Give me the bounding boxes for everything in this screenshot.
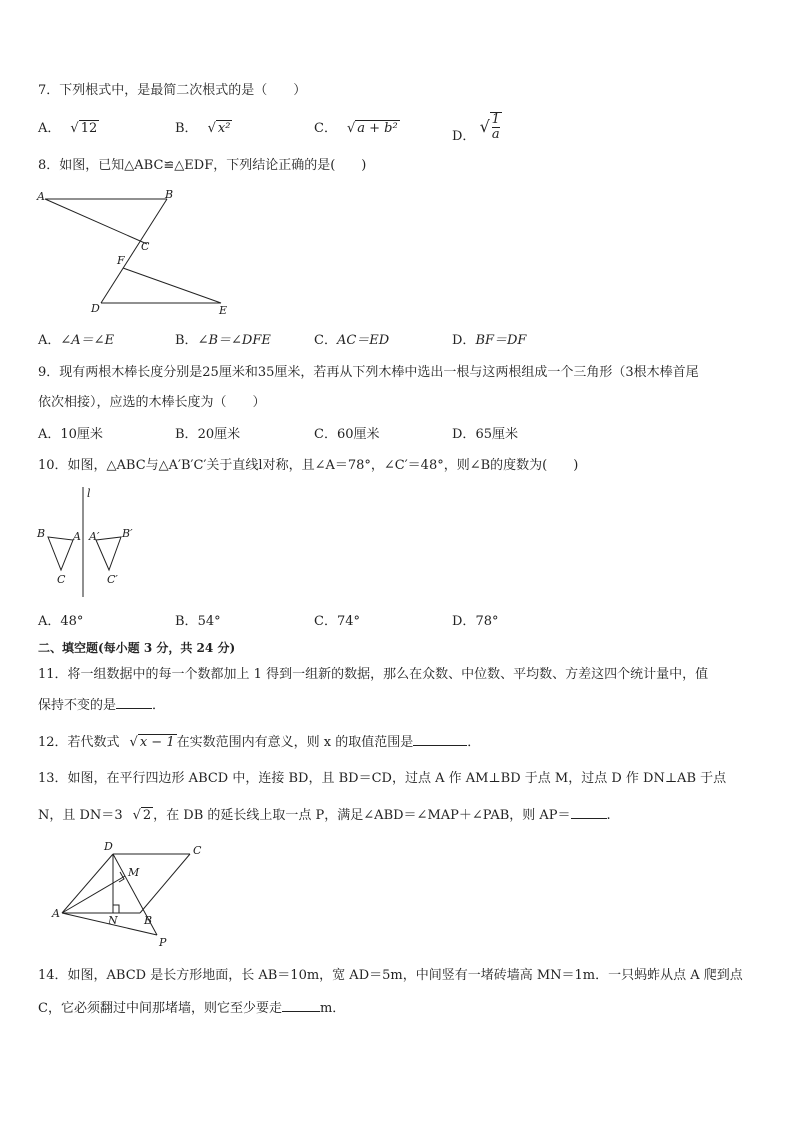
q10-label-a-prime: A′ [89, 530, 100, 543]
q13-label-d: D [104, 840, 113, 853]
q10-option-a: A．48° [38, 614, 84, 629]
q8-label-f: F [117, 254, 125, 267]
q7-option-c: C． √ a + b² [314, 121, 398, 136]
q13-figure [50, 838, 210, 953]
q13-label-b: B [144, 914, 153, 927]
q10-option-c: C．74° [314, 614, 360, 629]
q12-blank[interactable] [413, 733, 467, 746]
q11-line1: 11．将一组数据中的每一个数都加上 1 得到一组新的数据，那么在众数、中位数、平均数、方差这四个统计量中，值 [38, 667, 709, 682]
q7-option-b: B． √ x² [175, 121, 231, 136]
q8-option-b: B．∠B＝∠DFE [175, 333, 271, 348]
q13-label-a: A [52, 907, 60, 920]
q10-option-b: B．54° [175, 614, 221, 629]
q13-label-m: M [128, 866, 140, 879]
q13-label-p: P [159, 936, 167, 949]
q8-label-a: A [37, 190, 45, 203]
q9-option-c: C．60厘米 [314, 427, 380, 442]
q9-option-a: A．10厘米 [38, 427, 103, 442]
q10-label-c: C [57, 573, 66, 586]
q7-option-d: D． √ $\frac{1}{a}$ [452, 112, 500, 144]
q8-label-c: C [141, 240, 150, 253]
q13-line2: N，且 DN＝3 √ 2 ，在 DB 的延长线上取一点 P，满足∠ABD＝∠MAP＋∠PAB，则 AP＝ . [38, 808, 611, 823]
q14-line2: C，它必须翻过中间那堵墙，则它至少要走 m． [38, 1001, 346, 1016]
q10-stem: 10．如图，△ABC与△A′B′C′关于直线l对称，且∠A＝78°，∠C′＝48°，则∠B的度数为( ) [38, 458, 579, 473]
q10-label-b: B [37, 527, 46, 540]
q8-option-c: C．AC＝ED [314, 333, 390, 348]
q13-blank[interactable] [571, 806, 607, 819]
q8-label-e: E [219, 304, 228, 317]
q8-option-a: A．∠A＝∠E [38, 333, 115, 348]
q8-figure [35, 188, 235, 318]
q11-blank[interactable] [116, 696, 152, 709]
q7-stem: 7．下列根式中，是最简二次根式的是（ ） [38, 83, 307, 98]
q12-text: 12．若代数式 √ x − 1 在实数范围内有意义，则 x 的取值范围是 ． [38, 735, 481, 750]
q14-blank[interactable] [282, 999, 320, 1012]
q10-label-a: A [73, 530, 81, 543]
q8-label-b: B [165, 188, 174, 201]
q11-line2: 保持不变的是 ． [38, 698, 166, 713]
q8-label-d: D [91, 302, 100, 315]
q13-label-c: C [193, 844, 202, 857]
q13-line1: 13．如图，在平行四边形 ABCD 中，连接 BD，且 BD＝CD，过点 A 作 AM⊥BD 于点 M，过点 D 作 DN⊥AB 于点 [38, 771, 727, 786]
q10-option-d: D．78° [452, 614, 499, 629]
q10-label-b-prime: B′ [122, 527, 133, 540]
q10-label-c-prime: C′ [107, 573, 118, 586]
q13-label-n: N [108, 914, 118, 927]
section-title: 二、填空题(每小题 3 分，共 24 分) [38, 641, 236, 655]
q9-stem-line2: 依次相接），应选的木棒长度为（ ） [38, 395, 266, 410]
q8-option-d: D．BF＝DF [452, 333, 527, 348]
q9-option-b: B．20厘米 [175, 427, 241, 442]
q7-option-a: A． √ 12 [38, 121, 98, 136]
q14-line1: 14．如图，ABCD 是长方形地面，长 AB＝10m，宽 AD＝5m，中间竖有一堵砖墙高 MN＝1m．一只蚂蚱从点 A 爬到点 [38, 968, 743, 983]
q9-option-d: D．65厘米 [452, 427, 518, 442]
q10-figure [35, 485, 145, 600]
q9-stem-line1: 9．现有两根木棒长度分别是25厘米和35厘米，若再从下列木棒中选出一根与这两根组成一个三角形（3根木棒首尾 [38, 365, 699, 380]
q8-stem: 8．如图，已知△ABC≌△EDF，下列结论正确的是( ) [38, 158, 367, 173]
q10-label-l: l [87, 487, 91, 500]
